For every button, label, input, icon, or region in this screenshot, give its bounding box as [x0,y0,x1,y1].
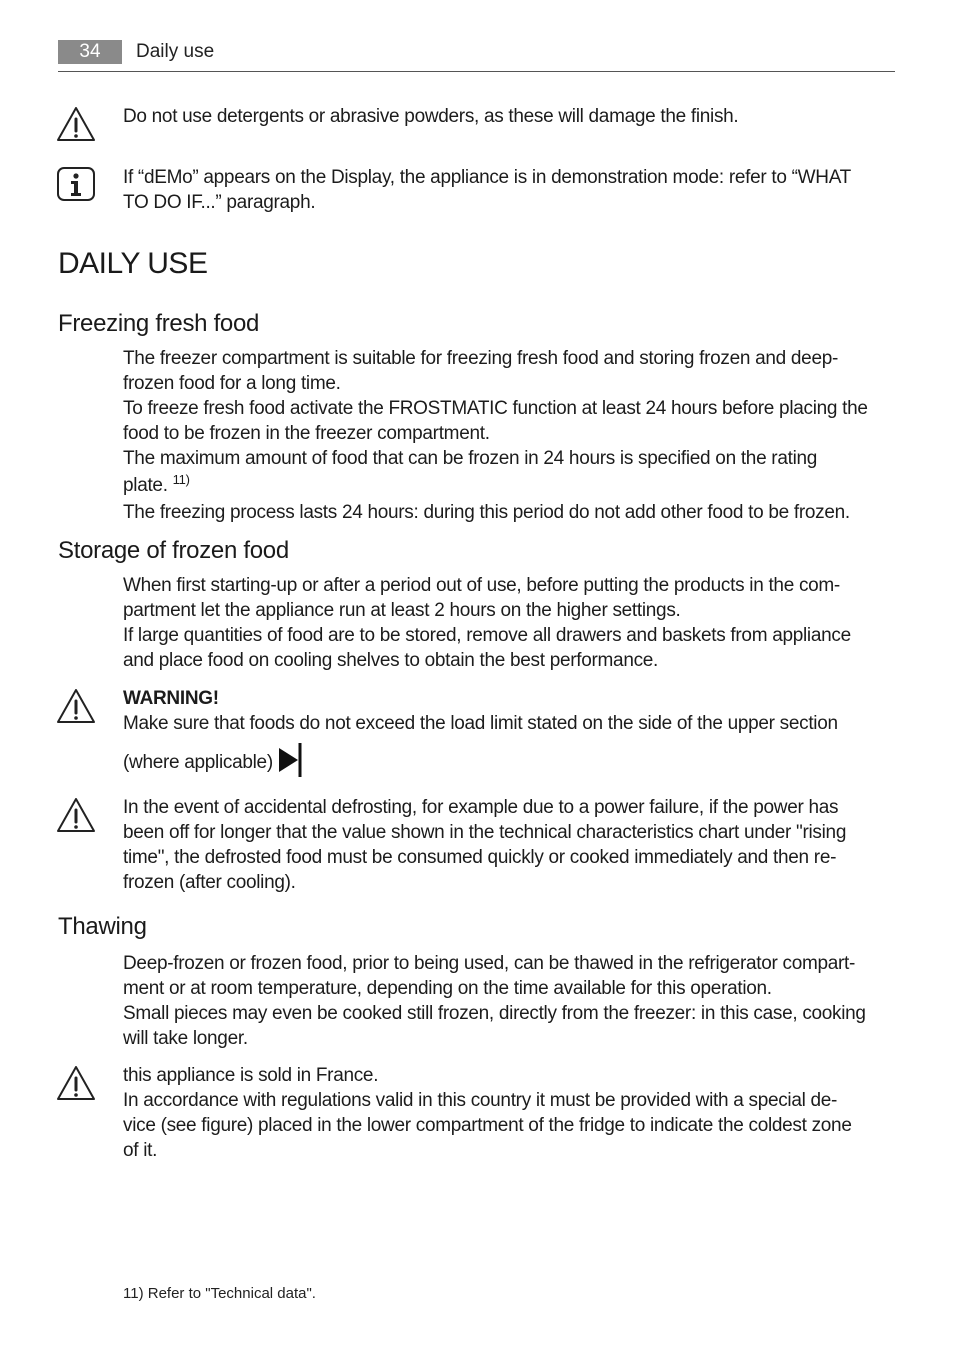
warning-triangle-icon [56,106,96,142]
load-limit-warning: WARNING! Make sure that foods do not exceed the load limit stated on the side of the upper section (where applicable) [123,686,898,778]
load-limit-symbol-icon [277,742,303,778]
header-section-label: Daily use [136,41,215,62]
freezing-body: The freezer compartment is suitable for freezing fresh food and storing frozen and deep- frozen food for a long time. To freeze fresh food activate the FROSTMATIC function at least 24 hours before placing the food to be frozen in the freezer compartment. The maximum amount of food that can be frozen in 24 hours is specified on the rating plate. $^{11)}$ The freezing process lasts 24 hours: during this period do not add other food to be frozen. [123,348,868,523]
warning-triangle-icon [56,1065,96,1101]
thawing-heading: Thawing [58,913,147,940]
storage-body: When first starting-up or after a period out of use, before putting the products in the com- partment let the appliance run at least 2 hours on the higher settings. If large quantities of food are to be stored, remove all drawers and baskets from appliance and place food on cooling shelves to obtain the best performance. [123,575,851,671]
thawing-body: Deep-frozen or frozen food, prior to being used, can be thawed in the refrigerator compart- ment or at room temperature, depending on the time available for this operation. Small pieces may even be cooked still frozen, directly from the freezer: in this case, cooking will take longer. [123,953,866,1049]
plate-text: plate. [123,475,168,496]
page-title: DAILY USE [58,247,208,280]
page-header [58,40,895,72]
info-demo-note: If “dEMo” appears on the Display, the appliance is in demonstration mode: refer to “WHAT TO DO IF...” paragraph. [123,167,851,213]
info-icon [56,166,96,202]
footnote: 11) Refer to "Technical data". [123,1285,316,1302]
warning-triangle-icon [56,797,96,833]
warning-title: WARNING! [123,688,219,709]
page-number: 34 [58,40,122,64]
storage-heading: Storage of frozen food [58,537,289,564]
warning-triangle-icon [56,688,96,724]
defrosting-warning: In the event of accidental defrosting, for example due to a power failure, if the power has been off for longer that the value shown in the technical characteristics chart under "rising time", the defrosted food must be consumed quickly or cooked immediately and then re- frozen (after cooling). [123,797,847,893]
freezing-heading: Freezing fresh food [58,310,260,337]
france-warning: this appliance is sold in France. In accordance with regulations valid in this country it must be provided with a special de- vice (see figure) placed in the lower compartment of the fridge to indicate the coldest zone of it. [123,1065,852,1161]
caution-detergents-note: Do not use detergents or abrasive powders, as these will damage the finish. [123,106,739,127]
footnote-ref: 11) [172,472,190,487]
